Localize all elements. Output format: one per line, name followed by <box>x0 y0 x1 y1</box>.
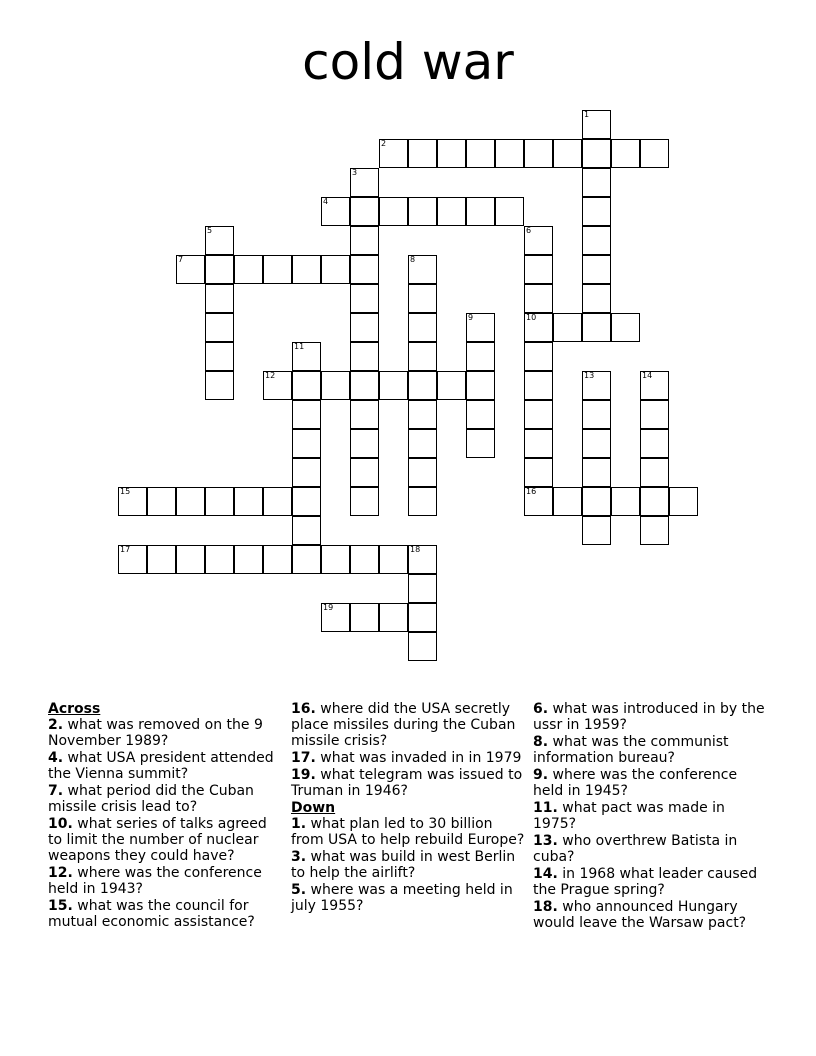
grid-cell[interactable] <box>408 400 437 429</box>
grid-cell[interactable] <box>582 255 611 284</box>
clue-column-3 <box>533 701 769 932</box>
grid-cell[interactable] <box>147 545 176 574</box>
grid-cell[interactable] <box>466 342 495 371</box>
grid-cell[interactable] <box>350 487 379 516</box>
grid-cell[interactable] <box>205 487 234 516</box>
clue-down <box>533 701 769 733</box>
grid-cell[interactable] <box>582 400 611 429</box>
grid-cell[interactable] <box>437 197 466 226</box>
grid-cell[interactable] <box>234 487 263 516</box>
grid-cell[interactable] <box>292 255 321 284</box>
grid-cell[interactable] <box>350 371 379 400</box>
grid-cell[interactable] <box>408 371 437 400</box>
clue-text: who overthrew Batista in cuba? <box>533 833 738 865</box>
clue-number-label: 4 <box>323 197 329 206</box>
grid-cell[interactable] <box>495 197 524 226</box>
grid-cell[interactable] <box>321 197 350 226</box>
clue-number: 19. <box>291 767 316 783</box>
clue-number-label: 5 <box>207 226 213 235</box>
grid-cell[interactable] <box>553 487 582 516</box>
grid-cell[interactable] <box>524 226 553 255</box>
clue-text: what period did the Cuban missile crisis lead to? <box>48 783 254 815</box>
clue-across <box>291 750 527 766</box>
grid-cell[interactable] <box>205 255 234 284</box>
grid-cell[interactable] <box>553 139 582 168</box>
clue-number-label: 13 <box>584 371 595 380</box>
clue-across <box>48 717 284 749</box>
grid-cell[interactable] <box>524 400 553 429</box>
clue-across <box>48 783 284 815</box>
grid-cell[interactable] <box>408 284 437 313</box>
grid-cell[interactable] <box>176 487 205 516</box>
clue-text: what USA president attended the Vienna summit? <box>48 750 274 782</box>
clue-across <box>291 767 527 799</box>
clue-number: 1. <box>291 816 307 832</box>
grid-cell[interactable] <box>524 284 553 313</box>
clue-across <box>48 750 284 782</box>
clue-number-label: 1 <box>584 110 590 119</box>
grid-cell[interactable] <box>321 255 350 284</box>
grid-cell[interactable] <box>292 400 321 429</box>
clue-number: 3. <box>291 849 307 865</box>
clue-down <box>533 899 769 931</box>
grid-cell[interactable] <box>611 139 640 168</box>
grid-cell[interactable] <box>321 545 350 574</box>
clue-number: 12. <box>48 865 73 881</box>
clue-number: 16. <box>291 701 316 717</box>
grid-cell[interactable] <box>582 487 611 516</box>
grid-cell[interactable] <box>350 603 379 632</box>
clue-number-label: 3 <box>352 168 358 177</box>
grid-cell[interactable] <box>466 313 495 342</box>
across-heading: Across <box>48 701 101 717</box>
grid-cell[interactable] <box>408 429 437 458</box>
grid-cell[interactable] <box>553 313 582 342</box>
clue-number: 2. <box>48 717 64 733</box>
grid-cell[interactable] <box>234 545 263 574</box>
clue-down <box>533 734 769 766</box>
clue-number-label: 2 <box>381 139 387 148</box>
grid-cell[interactable] <box>611 487 640 516</box>
clue-text: where was a meeting held in july 1955? <box>291 882 513 914</box>
clue-number: 7. <box>48 783 64 799</box>
grid-cell[interactable] <box>640 487 669 516</box>
clue-number-label: 12 <box>265 371 276 380</box>
clue-number-label: 19 <box>323 603 334 612</box>
grid-cell[interactable] <box>350 342 379 371</box>
grid-cell[interactable] <box>176 255 205 284</box>
grid-cell[interactable] <box>118 487 147 516</box>
grid-cell[interactable] <box>350 255 379 284</box>
grid-cell[interactable] <box>466 371 495 400</box>
clue-column-1 <box>48 701 284 931</box>
clue-across <box>48 865 284 897</box>
clue-number: 18. <box>533 899 558 915</box>
clue-number: 13. <box>533 833 558 849</box>
grid-cell[interactable] <box>292 545 321 574</box>
grid-cell[interactable] <box>524 342 553 371</box>
grid-cell[interactable] <box>176 545 205 574</box>
clue-number: 17. <box>291 750 316 766</box>
grid-cell[interactable] <box>263 545 292 574</box>
grid-cell[interactable] <box>437 371 466 400</box>
grid-cell[interactable] <box>524 255 553 284</box>
grid-cell[interactable] <box>379 197 408 226</box>
grid-cell[interactable] <box>466 429 495 458</box>
grid-cell[interactable] <box>205 284 234 313</box>
grid-cell[interactable] <box>582 313 611 342</box>
grid-cell[interactable] <box>379 603 408 632</box>
page-title: cold war <box>302 33 514 91</box>
grid-cell[interactable] <box>524 487 553 516</box>
grid-cell[interactable] <box>582 110 611 139</box>
clue-number: 10. <box>48 816 73 832</box>
clue-down <box>291 882 527 914</box>
grid-cell[interactable] <box>582 458 611 487</box>
clue-number: 14. <box>533 866 558 882</box>
grid-cell[interactable] <box>640 458 669 487</box>
grid-cell[interactable] <box>205 371 234 400</box>
grid-cell[interactable] <box>640 516 669 545</box>
clue-number-label: 7 <box>178 255 184 264</box>
grid-cell[interactable] <box>582 371 611 400</box>
grid-cell[interactable] <box>350 197 379 226</box>
clue-number-label: 6 <box>526 226 532 235</box>
clue-number-label: 10 <box>526 313 537 322</box>
clue-text: what telegram was issued to Truman in 1946? <box>291 767 523 799</box>
grid-cell[interactable] <box>350 400 379 429</box>
grid-cell[interactable] <box>408 545 437 574</box>
clue-text: what was the communist information bureau? <box>533 734 729 766</box>
clue-down <box>291 816 527 848</box>
clue-down <box>533 767 769 799</box>
clue-text: what series of talks agreed to limit the number of nuclear weapons they could have? <box>48 816 267 864</box>
clue-text: where did the USA secretly place missiles during the Cuban missile crisis? <box>291 701 516 749</box>
grid-cell[interactable] <box>350 458 379 487</box>
grid-cell[interactable] <box>640 139 669 168</box>
clue-number: 9. <box>533 767 549 783</box>
clue-number-label: 11 <box>294 342 305 351</box>
grid-cell[interactable] <box>350 545 379 574</box>
clue-text: what plan led to 30 billion from USA to help rebuild Europe? <box>291 816 525 848</box>
clue-number-label: 8 <box>410 255 416 264</box>
clue-number: 8. <box>533 734 549 750</box>
grid-cell[interactable] <box>669 487 698 516</box>
grid-cell[interactable] <box>292 371 321 400</box>
grid-cell[interactable] <box>611 313 640 342</box>
clue-down <box>533 800 769 832</box>
clue-text: in 1968 what leader caused the Prague spring? <box>533 866 758 898</box>
clue-number-label: 17 <box>120 545 131 554</box>
clue-number-label: 9 <box>468 313 474 322</box>
grid-cell[interactable] <box>524 429 553 458</box>
grid-cell[interactable] <box>379 545 408 574</box>
grid-cell[interactable] <box>205 313 234 342</box>
grid-cell[interactable] <box>582 226 611 255</box>
grid-cell[interactable] <box>205 545 234 574</box>
clue-text: what was removed on the 9 November 1989? <box>48 717 263 749</box>
grid-cell[interactable] <box>379 139 408 168</box>
clue-across <box>291 701 527 749</box>
grid-cell[interactable] <box>350 226 379 255</box>
clue-text: what was invaded in in 1979 <box>315 750 522 766</box>
grid-cell[interactable] <box>350 429 379 458</box>
clue-text: who announced Hungary would leave the Warsaw pact? <box>533 899 747 931</box>
clue-across <box>48 816 284 864</box>
clue-number-label: 14 <box>642 371 653 380</box>
grid-cell[interactable] <box>437 139 466 168</box>
grid-cell[interactable] <box>524 371 553 400</box>
clue-text: what was build in west Berlin to help the airlift? <box>291 849 516 881</box>
grid-cell[interactable] <box>292 487 321 516</box>
clue-text: what pact was made in 1975? <box>533 800 725 832</box>
clue-number: 5. <box>291 882 307 898</box>
grid-cell[interactable] <box>582 516 611 545</box>
grid-cell[interactable] <box>408 139 437 168</box>
grid-cell[interactable] <box>379 371 408 400</box>
grid-cell[interactable] <box>263 371 292 400</box>
grid-cell[interactable] <box>408 197 437 226</box>
clue-down <box>291 849 527 881</box>
clue-number-label: 15 <box>120 487 131 496</box>
clue-down <box>533 833 769 865</box>
clue-text: where was the conference held in 1945? <box>533 767 738 799</box>
down-heading: Down <box>291 800 336 816</box>
grid-cell[interactable] <box>408 255 437 284</box>
grid-cell[interactable] <box>408 603 437 632</box>
grid-cell[interactable] <box>350 168 379 197</box>
grid-cell[interactable] <box>582 197 611 226</box>
grid-cell[interactable] <box>263 487 292 516</box>
grid-cell[interactable] <box>118 545 147 574</box>
clue-number: 15. <box>48 898 73 914</box>
grid-cell[interactable] <box>205 226 234 255</box>
grid-cell[interactable] <box>524 313 553 342</box>
clue-column-2 <box>291 701 527 915</box>
clue-number: 4. <box>48 750 64 766</box>
clue-across <box>48 898 284 930</box>
clue-number-label: 18 <box>410 545 421 554</box>
grid-cell[interactable] <box>292 342 321 371</box>
grid-cell[interactable] <box>321 603 350 632</box>
grid-cell[interactable] <box>408 458 437 487</box>
grid-cell[interactable] <box>205 342 234 371</box>
clue-text: what was the council for mutual economic assistance? <box>48 898 255 930</box>
grid-cell[interactable] <box>582 168 611 197</box>
grid-cell[interactable] <box>466 139 495 168</box>
grid-cell[interactable] <box>408 487 437 516</box>
clue-down <box>533 866 769 898</box>
grid-cell[interactable] <box>582 139 611 168</box>
grid-cell[interactable] <box>640 429 669 458</box>
grid-cell[interactable] <box>466 197 495 226</box>
grid-cell[interactable] <box>640 371 669 400</box>
grid-cell[interactable] <box>466 400 495 429</box>
grid-cell[interactable] <box>524 139 553 168</box>
grid-cell[interactable] <box>640 400 669 429</box>
clue-text: where was the conference held in 1943? <box>48 865 262 897</box>
grid-cell[interactable] <box>292 429 321 458</box>
grid-cell[interactable] <box>582 429 611 458</box>
grid-cell[interactable] <box>321 371 350 400</box>
grid-cell[interactable] <box>495 139 524 168</box>
grid-cell[interactable] <box>263 255 292 284</box>
grid-cell[interactable] <box>292 516 321 545</box>
grid-cell[interactable] <box>408 574 437 603</box>
grid-cell[interactable] <box>234 255 263 284</box>
clue-number: 6. <box>533 701 549 717</box>
grid-cell[interactable] <box>147 487 176 516</box>
grid-cell[interactable] <box>524 458 553 487</box>
grid-cell[interactable] <box>350 313 379 342</box>
clue-number: 11. <box>533 800 558 816</box>
grid-cell[interactable] <box>408 313 437 342</box>
clue-number-label: 16 <box>526 487 537 496</box>
grid-cell[interactable] <box>350 284 379 313</box>
grid-cell[interactable] <box>408 342 437 371</box>
clue-text: what was introduced in by the ussr in 1959? <box>533 701 765 733</box>
grid-cell[interactable] <box>582 284 611 313</box>
grid-cell[interactable] <box>292 458 321 487</box>
grid-cell[interactable] <box>408 632 437 661</box>
